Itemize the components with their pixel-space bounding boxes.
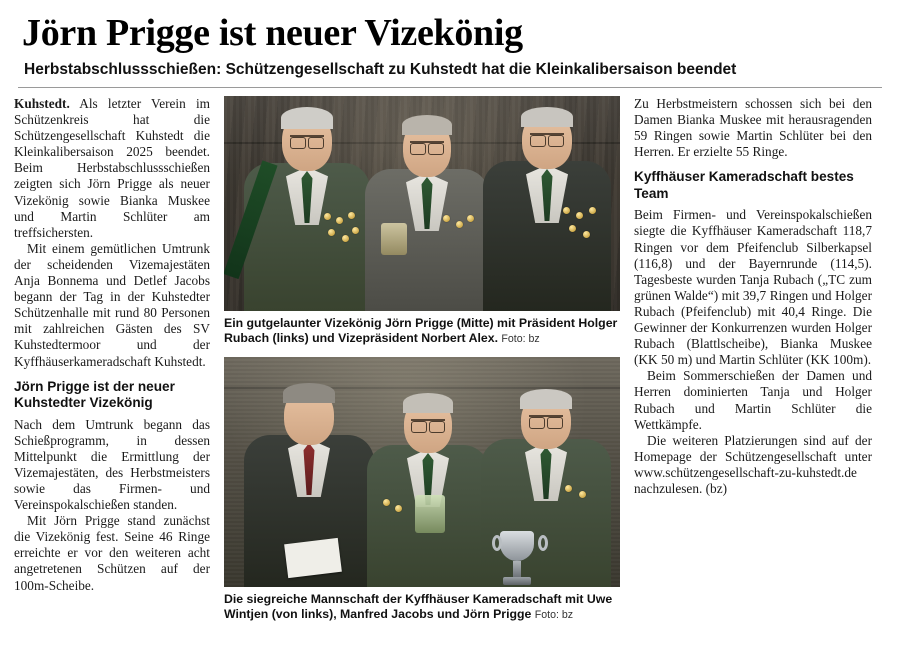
subheading-right: Kyffhäuser Kameradschaft bestes Team [634, 169, 854, 201]
person-left-jacket [244, 163, 370, 311]
person-right-jacket [483, 161, 611, 311]
photo-block-1 [224, 96, 620, 347]
dateline: Kuhstedt. [14, 96, 70, 111]
paragraph-right-1: Zu Herbstmeistern schossen sich bei den Damen Bianka Muskee mit herausragenden 59 Ringen sowie Martin Schlüter bei den Herren. Er erzielte 55 Ringe. [634, 96, 872, 160]
team-person-right [480, 397, 612, 587]
team-person-right-glasses [529, 415, 563, 425]
team-person-middle-badge [415, 495, 445, 533]
paragraph-right-2: Beim Firmen- und Vereinspokalschießen siegte die Kyffhäuser Kameradschaft 118,7 Ringen vor dem Pfeifenclub Silberkapsel (116,8) und der Bayernrunde (114,5). Tagesbeste wurden Tanja Rubach („TC zum grünen Walde“) mit 39,7 Ringen und Holger Rubach (Pfeifenclub) mit 40,4 Ringe. Die Gewinner der Konkurrenzen wurden Holger Rubach (Blattlscheibe), Bianka Muskee (KK 50 m) und Martin Schlüter (KK 100m). [634, 207, 872, 368]
team-person-middle-medals [381, 497, 413, 531]
team-person-middle [366, 403, 490, 587]
photo-2-credit: Foto: bz [534, 609, 574, 621]
person-middle [364, 119, 490, 311]
column-left [14, 96, 210, 594]
certificate-paper [284, 538, 342, 578]
team-person-right-medals [561, 483, 601, 523]
photo-winning-team [224, 357, 620, 587]
person-left-hair [281, 107, 333, 129]
team-person-middle-jacket [367, 445, 489, 587]
paragraph-left-4: Mit Jörn Prigge stand zunächst die Vizekönig fest. Seine 46 Ringe erreichte er vor den weiteren acht angetretenen Schützen auf der 100m-Scheibe. [14, 513, 210, 593]
article-subhead: Herbstabschlussschießen: Schützengesellschaft zu Kuhstedt hat die Kleinkalibersaison beendet [24, 61, 737, 78]
team-person-middle-glasses [411, 419, 445, 429]
person-middle-medals [439, 213, 479, 253]
person-left [242, 111, 372, 311]
column-right [634, 96, 872, 497]
column-middle [224, 96, 620, 633]
paragraph-left-2: Mit einem gemütlichen Umtrunk der scheidenden Vizemajestäten Anja Bonnema und Detlef Jacobs begann der Tag in der Kuhstedter Schützenhalle mit rund 80 Personen mit zahlreichen Gästen des SV Kuhstedtermoor und der Kyffhäuserkameradschaft Kuhstedt. [14, 240, 210, 369]
photo-three-shooters [224, 96, 620, 311]
article-columns [14, 96, 886, 633]
subheading-left: Jörn Prigge ist der neuer Kuhstedter Vizekönig [14, 378, 175, 411]
photo-2-caption [224, 592, 620, 623]
photo-1-caption [224, 316, 620, 347]
person-middle-badge [381, 223, 407, 255]
person-right-hair [521, 107, 573, 127]
paragraph-left-1 [14, 96, 210, 241]
person-right-glasses [530, 133, 564, 143]
team-person-left-hair [283, 383, 335, 403]
team-person-left [244, 391, 374, 587]
paragraph-left-1-text: Als letzter Verein im Schützenkreis hat die Schützengesellschaft Kuhstedt die Kleinkalibersaison 2025 beendet. Beim Herbstabschlussschießen zeigten sich Jörn Prigge als neuer Vizekönig sowie Bianka Muskee und Martin Schlüter am treffsichersten. [14, 96, 210, 240]
person-left-glasses [290, 135, 324, 145]
person-right [482, 113, 612, 311]
paragraph-right-4: Die weiteren Platzierungen sind auf der Homepage der Schützengesellschaft unter www.schützengesellschaft-zu-kuhstedt.de nachzulesen. (bz) [634, 432, 872, 496]
person-middle-glasses [410, 141, 444, 151]
photo-1-credit: Foto: bz [501, 333, 540, 345]
photo-block-2 [224, 357, 620, 623]
paragraph-right-3: Beim Sommerschießen der Damen und Herren dominierten Tanja und Holger Rubach und Martin Schlüter die Wettkämpfe. [634, 368, 872, 432]
photo-1-caption-text: Ein gutgelaunter Vizekönig Jörn Prigge (Mitte) mit Präsident Holger Rubach (links) und Vizepräsident Norbert Alex. [224, 316, 618, 345]
header-divider [18, 87, 882, 88]
photo-2-caption-text: Die siegreiche Mannschaft der Kyffhäuser Kameradschaft mit Uwe Wintjen (von links), Manfred Jacobs und Jörn Prigge [224, 592, 613, 621]
page-title: Jörn Prigge ist neuer Vizekönig [22, 12, 523, 54]
paragraph-left-3: Nach dem Umtrunk begann das Schießprogramm, in dessen Mittelpunkt die Ermittlung der Vizemajestäten, des Herbstmeisters sowie das Firmen- und Vereinspokalschießen standen. [14, 416, 210, 513]
person-middle-hair [402, 115, 452, 135]
team-person-middle-hair [403, 393, 453, 413]
person-middle-jacket [365, 169, 489, 311]
person-left-medals [322, 211, 362, 263]
team-person-right-hair [520, 389, 572, 409]
person-right-medals [561, 205, 603, 261]
trophy-icon [500, 531, 540, 587]
wall-line-2 [224, 387, 620, 389]
